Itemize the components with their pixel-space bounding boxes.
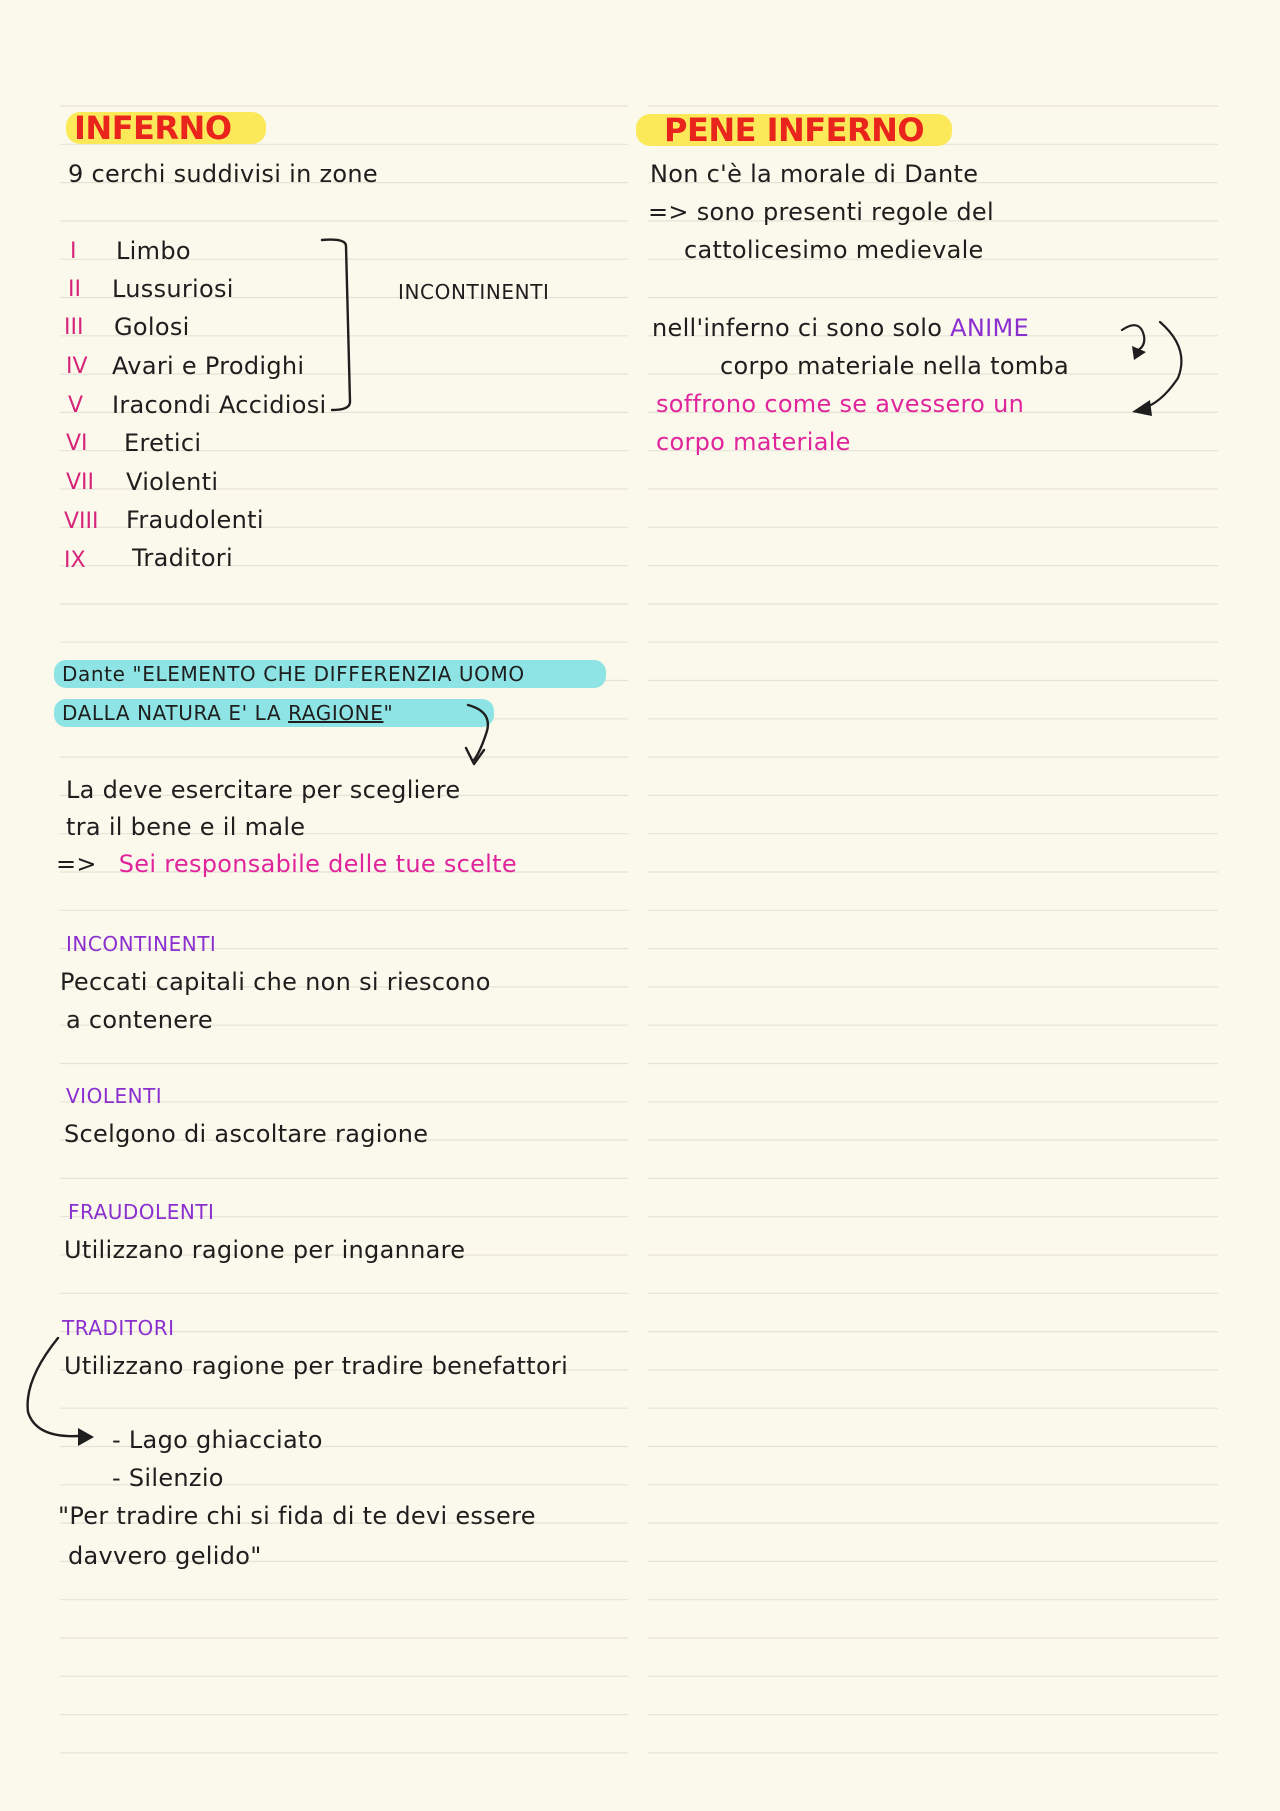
circle-numeral: IX — [64, 548, 86, 573]
section-line: Peccati capitali che non si riescono — [60, 968, 491, 996]
section-line: Utilizzano ragione per ingannare — [64, 1236, 466, 1264]
circle-name: Lussuriosi — [112, 275, 234, 303]
implies-arrow: => — [56, 850, 97, 878]
circle-name: Fraudolenti — [126, 506, 264, 534]
closing-quote-line-2: davvero gelido" — [68, 1542, 262, 1570]
quote-line-1: Dante "ELEMENTO CHE DIFFERENZIA UOMO — [62, 662, 525, 686]
right-line-2: => sono presenti regole del — [648, 198, 994, 226]
section-line: Utilizzano ragione per tradire benefattori — [64, 1352, 569, 1380]
circle-numeral: V — [68, 393, 84, 418]
circle-name: Eretici — [124, 429, 202, 457]
right-line-6: soffrono come se avessero un — [656, 390, 1025, 418]
arrow-head-icon — [466, 748, 484, 764]
circle-numeral: II — [68, 277, 81, 302]
circle-numeral: III — [64, 315, 84, 340]
explain-line-2: tra il bene e il male — [66, 813, 306, 841]
circle-name: Violenti — [126, 468, 219, 496]
circle-numeral: VIII — [64, 509, 99, 534]
section-line: Scelgono di ascoltare ragione — [64, 1120, 429, 1148]
section-heading: TRADITORI — [62, 1316, 175, 1340]
section-heading: INCONTINENTI — [66, 932, 217, 956]
return-arrow-icon — [28, 1338, 78, 1436]
right-line-3: cattolicesimo medievale — [684, 236, 984, 264]
explain-emphasis: Sei responsabile delle tue scelte — [118, 850, 517, 878]
circle-name: Avari e Prodighi — [112, 352, 305, 380]
right-line-1: Non c'è la morale di Dante — [650, 160, 979, 188]
section-heading: VIOLENTI — [66, 1084, 163, 1108]
right-line-7: corpo materiale — [656, 428, 851, 456]
closing-quote-line-1: "Per tradire chi si fida di te devi essere — [58, 1502, 536, 1530]
quote-keyword: RAGIONE — [288, 701, 384, 725]
traitor-point: - Lago ghiacciato — [112, 1426, 323, 1454]
circle-numeral: VI — [66, 431, 88, 456]
circle-numeral: IV — [66, 354, 88, 379]
arrow-head-icon — [1132, 346, 1146, 360]
traitor-point: - Silenzio — [112, 1464, 224, 1492]
long-arrow-icon — [1144, 322, 1181, 408]
arrow-head-icon — [78, 1428, 94, 1446]
arrow-head-icon — [1132, 400, 1152, 416]
section-line: a contenere — [66, 1006, 213, 1034]
curved-arrow-icon — [468, 705, 488, 760]
circle-name: Traditori — [132, 544, 233, 572]
subtitle: 9 cerchi suddivisi in zone — [68, 160, 378, 188]
souls-keyword: ANIME — [950, 314, 1029, 342]
circle-name: Iracondi Accidiosi — [112, 391, 327, 419]
quote-line-2-text: DALLA NATURA E' LA — [62, 701, 289, 725]
section-heading: FRAUDOLENTI — [68, 1200, 215, 1224]
circle-name: Limbo — [116, 237, 191, 265]
bracket-mark — [322, 240, 350, 410]
bracket-label: INCONTINENTI — [398, 280, 550, 304]
quote-close: " — [383, 701, 394, 725]
page-title: INFERNO — [74, 109, 232, 147]
explain-line-1: La deve esercitare per scegliere — [66, 776, 461, 804]
circle-name: Golosi — [114, 313, 190, 341]
right-title: PENE INFERNO — [664, 111, 925, 149]
right-line-5: corpo materiale nella tomba — [720, 352, 1070, 380]
circle-numeral: VII — [66, 470, 95, 495]
circle-numeral: I — [70, 239, 77, 264]
right-line-4-text: nell'inferno ci sono solo — [652, 314, 951, 342]
